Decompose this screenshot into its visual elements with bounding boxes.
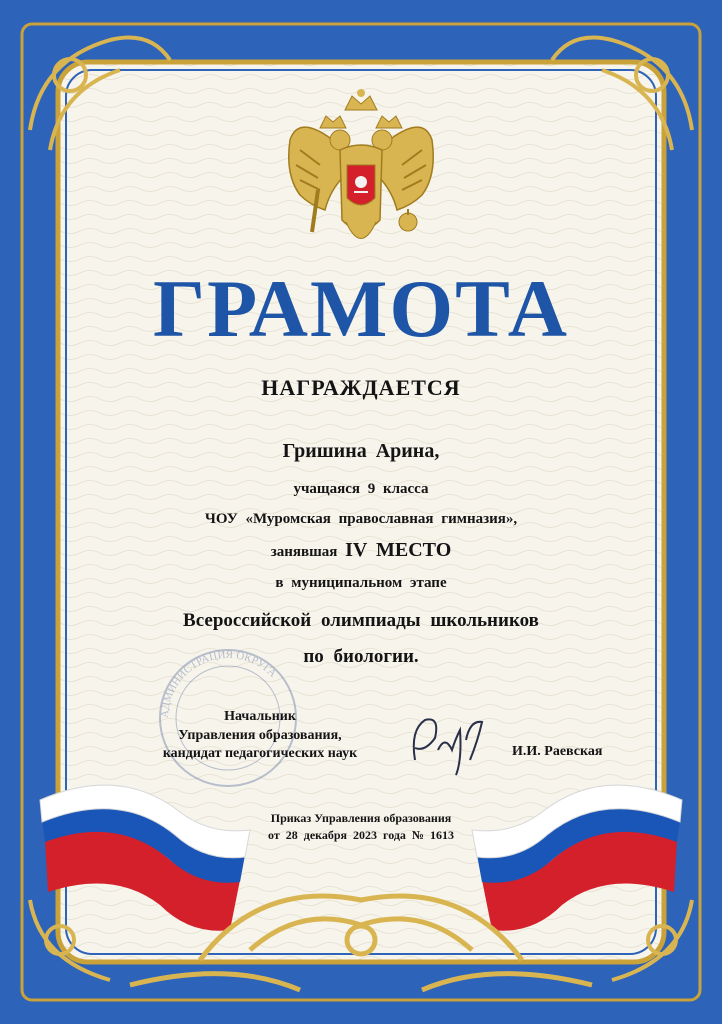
signer-position-1: Начальник — [224, 709, 296, 724]
order-line-1: Приказ Управления образования — [270, 811, 452, 825]
signer-name: И.И. Раевская — [512, 744, 603, 759]
signer-position-2: Управления образования, — [178, 728, 342, 743]
class-line: учащаяся 9 класса — [293, 481, 429, 497]
stage-line: в муниципальном этапе — [275, 575, 447, 591]
certificate-title: ГРАМОТА — [153, 263, 569, 354]
subject-line: по биологии. — [303, 646, 419, 667]
school-line: ЧОУ «Муромская православная гимназия», — [204, 511, 518, 527]
recipient-name: Гришина Арина, — [282, 440, 440, 462]
svg-text:АДМИНИСТРАЦИЯ ОКРУГА: АДМИНИСТРАЦИЯ ОКРУГА — [158, 648, 279, 719]
place-value: IV МЕСТО — [345, 539, 452, 561]
order-line-2: от 28 декабря 2023 года № 1613 — [268, 828, 454, 842]
place-line — [0, 539, 722, 562]
olympiad-line: Всероссийской олимпиады школьников — [183, 610, 539, 631]
place-prefix: занявшая — [270, 544, 338, 560]
awarded-heading: НАГРАЖДАЕТСЯ — [261, 375, 461, 400]
signer-position-3: кандидат педагогических наук — [162, 746, 358, 761]
